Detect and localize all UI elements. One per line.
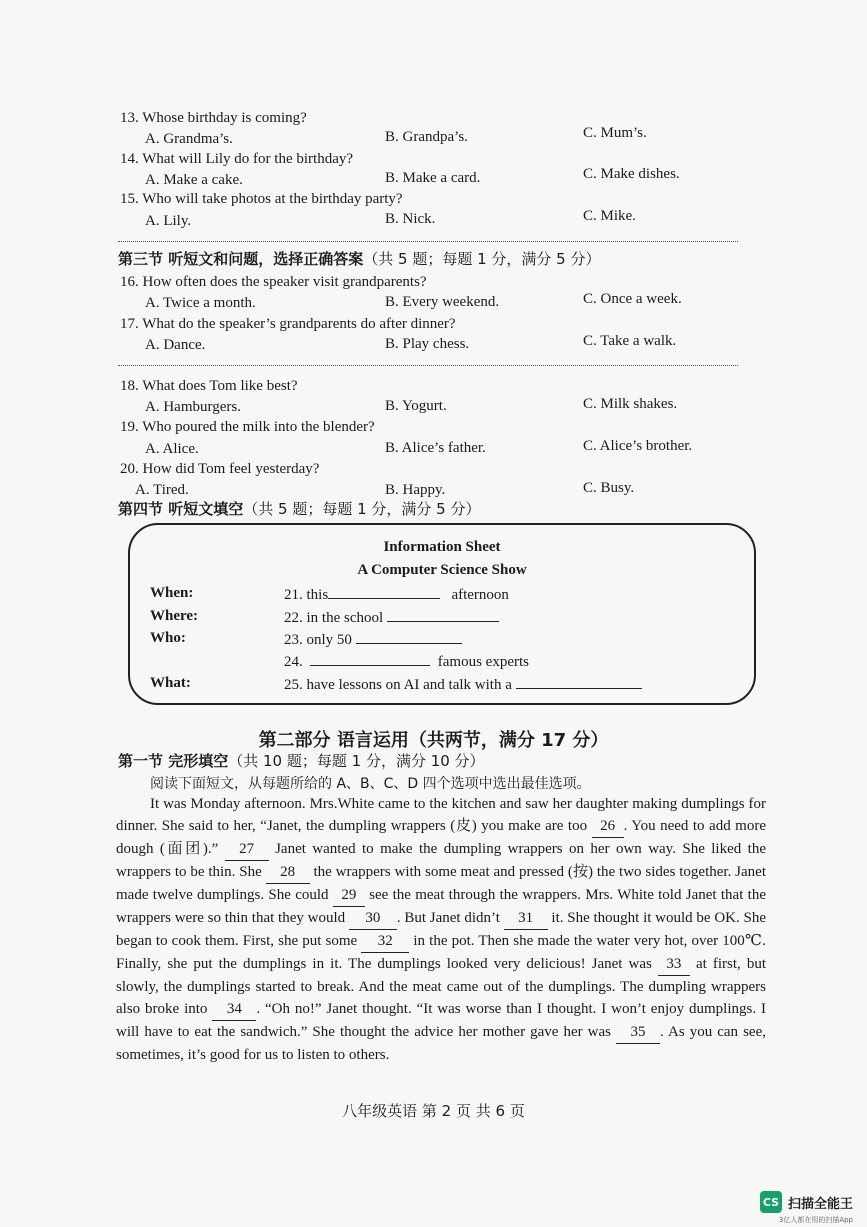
question-text: 20. How did Tom feel yesterday?: [120, 461, 320, 477]
question-text: 16. How often does the speaker visit grandparents?: [120, 274, 427, 290]
cs-logo-icon: CS: [760, 1191, 782, 1213]
passage-text: It was Monday afternoon. Mrs.White came to the kitchen and saw her daughter making dumplings for dinner. She said to her, “Janet, the dumpling wrappers (皮) you make are too: [116, 796, 766, 834]
option-a: A. Lily.: [145, 213, 192, 229]
passage-text: . As you can see, sometimes, it’s good for us to listen to others.: [116, 1024, 766, 1063]
option-b: B. Play chess.: [385, 336, 470, 352]
blank-34[interactable]: 34: [212, 998, 256, 1021]
item-text: 21. this: [284, 587, 329, 603]
option-c: C. Mike.: [583, 208, 636, 224]
item-text: 23. only 50: [284, 632, 352, 648]
passage-text: at first, but slowly, the dumplings started to break. And the meat came out of the dumplings. The dumpling wrappers also broke into: [116, 956, 766, 1017]
answer-blank[interactable]: [516, 674, 642, 689]
answer-blank[interactable]: [310, 651, 430, 666]
item-25: [284, 674, 642, 694]
blank-29[interactable]: 29: [333, 884, 365, 907]
page-footer: 八年级英语 第 2 页 共 6 页: [342, 1102, 525, 1120]
answer-blank[interactable]: [328, 584, 440, 599]
question-text: 19. Who poured the milk into the blender?: [120, 419, 375, 435]
option-c: C. Once a week.: [583, 291, 682, 307]
option-a: A. Hamburgers.: [145, 399, 241, 415]
watermark-tagline: 3亿人都在用的扫描App: [778, 1216, 853, 1224]
item-24: [284, 651, 529, 671]
section-scoring: （共 5 题；每题 1 分，满分 5 分）: [243, 500, 481, 518]
option-a: A. Alice.: [145, 441, 199, 457]
question-text: 18. What does Tom like best?: [120, 378, 298, 394]
scanner-watermark: [760, 1191, 853, 1224]
section-4-heading: [118, 500, 480, 518]
section-3-heading: [118, 250, 600, 268]
item-text: 24.: [284, 654, 303, 670]
passage-text: Janet wanted to make the dumpling wrappers on her own way. She liked the wrappers to be thin. She: [116, 841, 766, 880]
item-text: 25. have lessons on AI and talk with a: [284, 677, 512, 693]
part-2-heading: 第二部分 语言运用（共两节，满分 17 分）: [258, 730, 609, 751]
watermark-brand: 扫描全能王: [787, 1196, 853, 1212]
passage-text: it. She thought it would be OK. She began to cook them. First, she put some: [116, 910, 766, 949]
passage-text: in the pot. Then she made the water very hot, over 100℃. Finally, she put the dumplings in it. The dumplings looked very delicious! Janet was: [116, 933, 767, 972]
answer-blank[interactable]: [387, 607, 499, 622]
blank-31[interactable]: 31: [504, 907, 548, 930]
question-text: 17. What do the speaker’s grandparents do after dinner?: [120, 316, 456, 332]
section-scoring: （共 10 题；每题 1 分，满分 10 分）: [228, 752, 485, 770]
item-text: afternoon: [451, 587, 509, 603]
label-when: When:: [150, 585, 194, 601]
passage-text: . You need to add more dough (面团).”: [116, 818, 766, 857]
section-scoring: （共 5 题；每题 1 分，满分 5 分）: [363, 250, 601, 268]
question-text: 14. What will Lily do for the birthday?: [120, 151, 354, 167]
option-c: C. Milk shakes.: [583, 396, 678, 412]
section-title: 第三节 听短文和问题，选择正确答案: [118, 250, 364, 268]
option-a: A. Dance.: [145, 337, 206, 353]
item-22: [284, 607, 499, 627]
option-b: B. Make a card.: [385, 170, 481, 186]
label-where: Where:: [150, 608, 199, 624]
label-what: What:: [150, 675, 191, 691]
option-a: A. Make a cake.: [145, 172, 243, 188]
passage-text: . But Janet didn’t: [396, 910, 504, 926]
cloze-passage: [116, 793, 766, 1066]
answer-blank[interactable]: [356, 629, 462, 644]
question-text: 15. Who will take photos at the birthday party?: [120, 191, 403, 207]
section-title: 第一节 完形填空: [118, 752, 229, 770]
item-21: [284, 584, 509, 604]
question-text: 13. Whose birthday is coming?: [120, 110, 307, 126]
sheet-title: Information Sheet: [383, 539, 501, 555]
passage-text: the wrappers with some meat and pressed (按) the two sides together. Janet made twelve dumplings. She could: [116, 864, 766, 903]
option-a: A. Tired.: [135, 482, 189, 498]
option-b: B. Alice’s father.: [385, 440, 486, 456]
dotted-divider: [118, 241, 738, 242]
option-c: C. Busy.: [583, 480, 635, 496]
item-text: 22. in the school: [284, 610, 384, 626]
item-text: famous experts: [437, 654, 529, 670]
blank-26[interactable]: 26: [592, 815, 624, 838]
passage-text: . “Oh no!” Janet thought. “It was worse than I thought. I won’t enjoy dumplings. I will have to eat the sandwich.” She thought the advice her mother gave her was: [116, 1001, 766, 1040]
section-title: 第四节 听短文填空: [118, 500, 244, 518]
dotted-divider: [118, 365, 738, 366]
option-c: C. Alice’s brother.: [583, 438, 693, 454]
sheet-subtitle: A Computer Science Show: [357, 562, 527, 578]
option-b: B. Nick.: [385, 211, 436, 227]
information-sheet: [128, 523, 756, 705]
option-b: B. Every weekend.: [385, 294, 500, 310]
blank-33[interactable]: 33: [658, 953, 690, 976]
option-a: A. Twice a month.: [145, 295, 256, 311]
blank-28[interactable]: 28: [266, 861, 310, 884]
blank-35[interactable]: 35: [616, 1021, 660, 1044]
option-a: A. Grandma’s.: [145, 131, 233, 147]
blank-32[interactable]: 32: [361, 930, 409, 953]
option-b: B. Happy.: [385, 482, 446, 498]
label-who: Who:: [150, 630, 186, 646]
instruction: 阅读下面短文，从每题所给的 A、B、C、D 四个选项中选出最佳选项。: [150, 776, 591, 792]
part-2-section-1-heading: [118, 752, 485, 770]
option-b: B. Yogurt.: [385, 398, 447, 414]
option-b: B. Grandpa’s.: [385, 129, 468, 145]
option-c: C. Mum’s.: [583, 125, 647, 141]
option-c: C. Take a walk.: [583, 333, 677, 349]
blank-30[interactable]: 30: [349, 907, 397, 930]
option-c: C. Make dishes.: [583, 166, 680, 182]
item-23: [284, 629, 462, 649]
blank-27[interactable]: 27: [225, 838, 269, 861]
passage-text: see the meat through the wrappers. Mrs. White told Janet that the wrappers were so thin that they would: [116, 887, 766, 926]
